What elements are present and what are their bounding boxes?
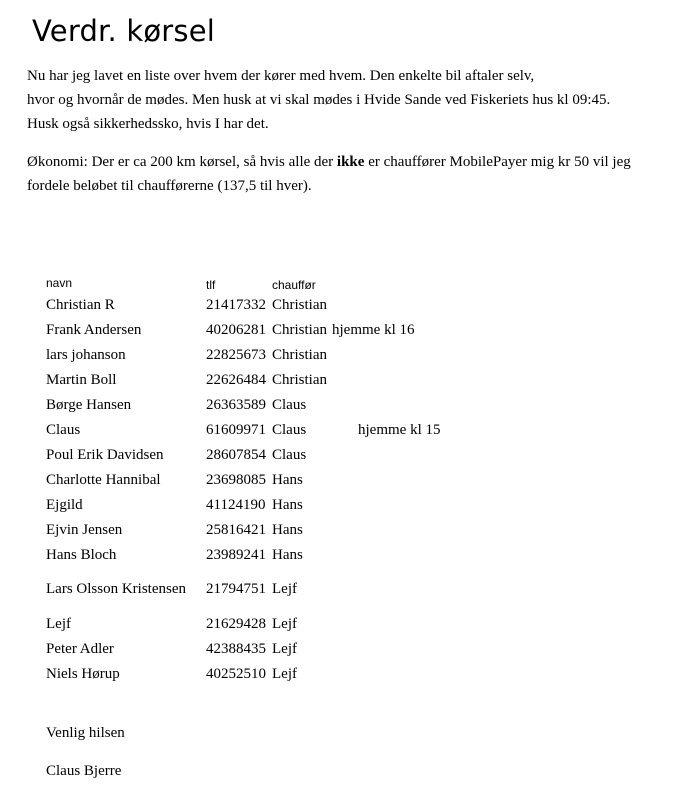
cell-driver: Lejf xyxy=(272,581,297,597)
cell-tlf: 40252510 xyxy=(206,666,266,682)
economy-line-2: fordele beløbet til chaufførerne (137,5 til hver). xyxy=(27,178,312,194)
cell-driver: Lejf xyxy=(272,616,297,632)
economy-paragraph xyxy=(27,150,687,198)
cell-tlf: 22626484 xyxy=(206,372,266,388)
cell-driver: Christian xyxy=(272,347,327,363)
cell-tlf: 28607854 xyxy=(206,447,266,463)
cell-name: Poul Erik Davidsen xyxy=(46,447,164,463)
cell-driver: Lejf xyxy=(272,666,297,682)
cell-tlf: 26363589 xyxy=(206,397,266,413)
cell-driver: Christian xyxy=(272,322,327,338)
cell-name: lars johanson xyxy=(46,347,126,363)
cell-tlf: 25816421 xyxy=(206,522,266,538)
closing-greeting: Venlig hilsen xyxy=(46,725,125,741)
cell-name: Charlotte Hannibal xyxy=(46,472,161,488)
header-tlf: tlf xyxy=(206,278,216,292)
cell-driver: Hans xyxy=(272,522,303,538)
cell-driver: Christian xyxy=(272,372,327,388)
cell-name: Christian R xyxy=(46,297,115,313)
cell-tlf: 23698085 xyxy=(206,472,266,488)
cell-name: Ejvin Jensen xyxy=(46,522,123,538)
cell-name: Lejf xyxy=(46,616,71,632)
cell-driver: Claus xyxy=(272,397,307,413)
cell-driver: Hans xyxy=(272,472,303,488)
cell-name: Claus xyxy=(46,422,81,438)
cell-name: Ejgild xyxy=(46,497,83,513)
document-title: Verdr. kørsel xyxy=(32,14,216,48)
cell-tlf: 42388435 xyxy=(206,641,266,657)
cell-driver: Christian xyxy=(272,297,327,313)
cell-name: Hans Bloch xyxy=(46,547,117,563)
intro-line: Nu har jeg lavet en liste over hvem der kører med hvem. Den enkelte bil aftaler selv, xyxy=(27,68,535,84)
economy-line-1 xyxy=(27,150,687,174)
cell-name: Martin Boll xyxy=(46,372,117,388)
economy-text-before: Økonomi: Der er ca 200 km kørsel, så hvis alle der xyxy=(27,154,337,170)
cell-name: Frank Andersen xyxy=(46,322,142,338)
economy-bold-word: ikke xyxy=(336,154,365,170)
cell-driver: Lejf xyxy=(272,641,297,657)
cell-driver: Claus xyxy=(272,422,307,438)
intro-line: Husk også sikkerhedssko, hvis I har det. xyxy=(27,116,269,132)
cell-tlf: 21417332 xyxy=(206,297,266,313)
intro-line: hvor og hvornår de mødes. Men husk at vi skal mødes i Hvide Sande ved Fiskeriets hus kl 09:45. xyxy=(27,92,611,108)
cell-driver: Claus xyxy=(272,447,307,463)
signature: Claus Bjerre xyxy=(46,763,122,779)
cell-note: hjemme kl 16 xyxy=(332,322,415,338)
cell-tlf: 23989241 xyxy=(206,547,266,563)
cell-note: hjemme kl 15 xyxy=(358,422,441,438)
cell-tlf: 21629428 xyxy=(206,616,266,632)
cell-tlf: 61609971 xyxy=(206,422,266,438)
cell-tlf: 40206281 xyxy=(206,322,266,338)
cell-tlf: 41124190 xyxy=(206,497,266,513)
cell-driver: Hans xyxy=(272,547,303,563)
intro-paragraph xyxy=(27,64,687,136)
cell-name: Peter Adler xyxy=(46,641,114,657)
cell-driver: Hans xyxy=(272,497,303,513)
header-driver: chauffør xyxy=(272,278,316,292)
header-name: navn xyxy=(46,276,73,290)
cell-tlf: 21794751 xyxy=(206,581,266,597)
cell-name: Niels Hørup xyxy=(46,666,120,682)
cell-name: Børge Hansen xyxy=(46,397,132,413)
economy-text-after: er chauffører MobilePayer mig kr 50 vil jeg xyxy=(364,154,631,170)
cell-name: Lars Olsson Kristensen xyxy=(46,581,186,597)
cell-tlf: 22825673 xyxy=(206,347,266,363)
